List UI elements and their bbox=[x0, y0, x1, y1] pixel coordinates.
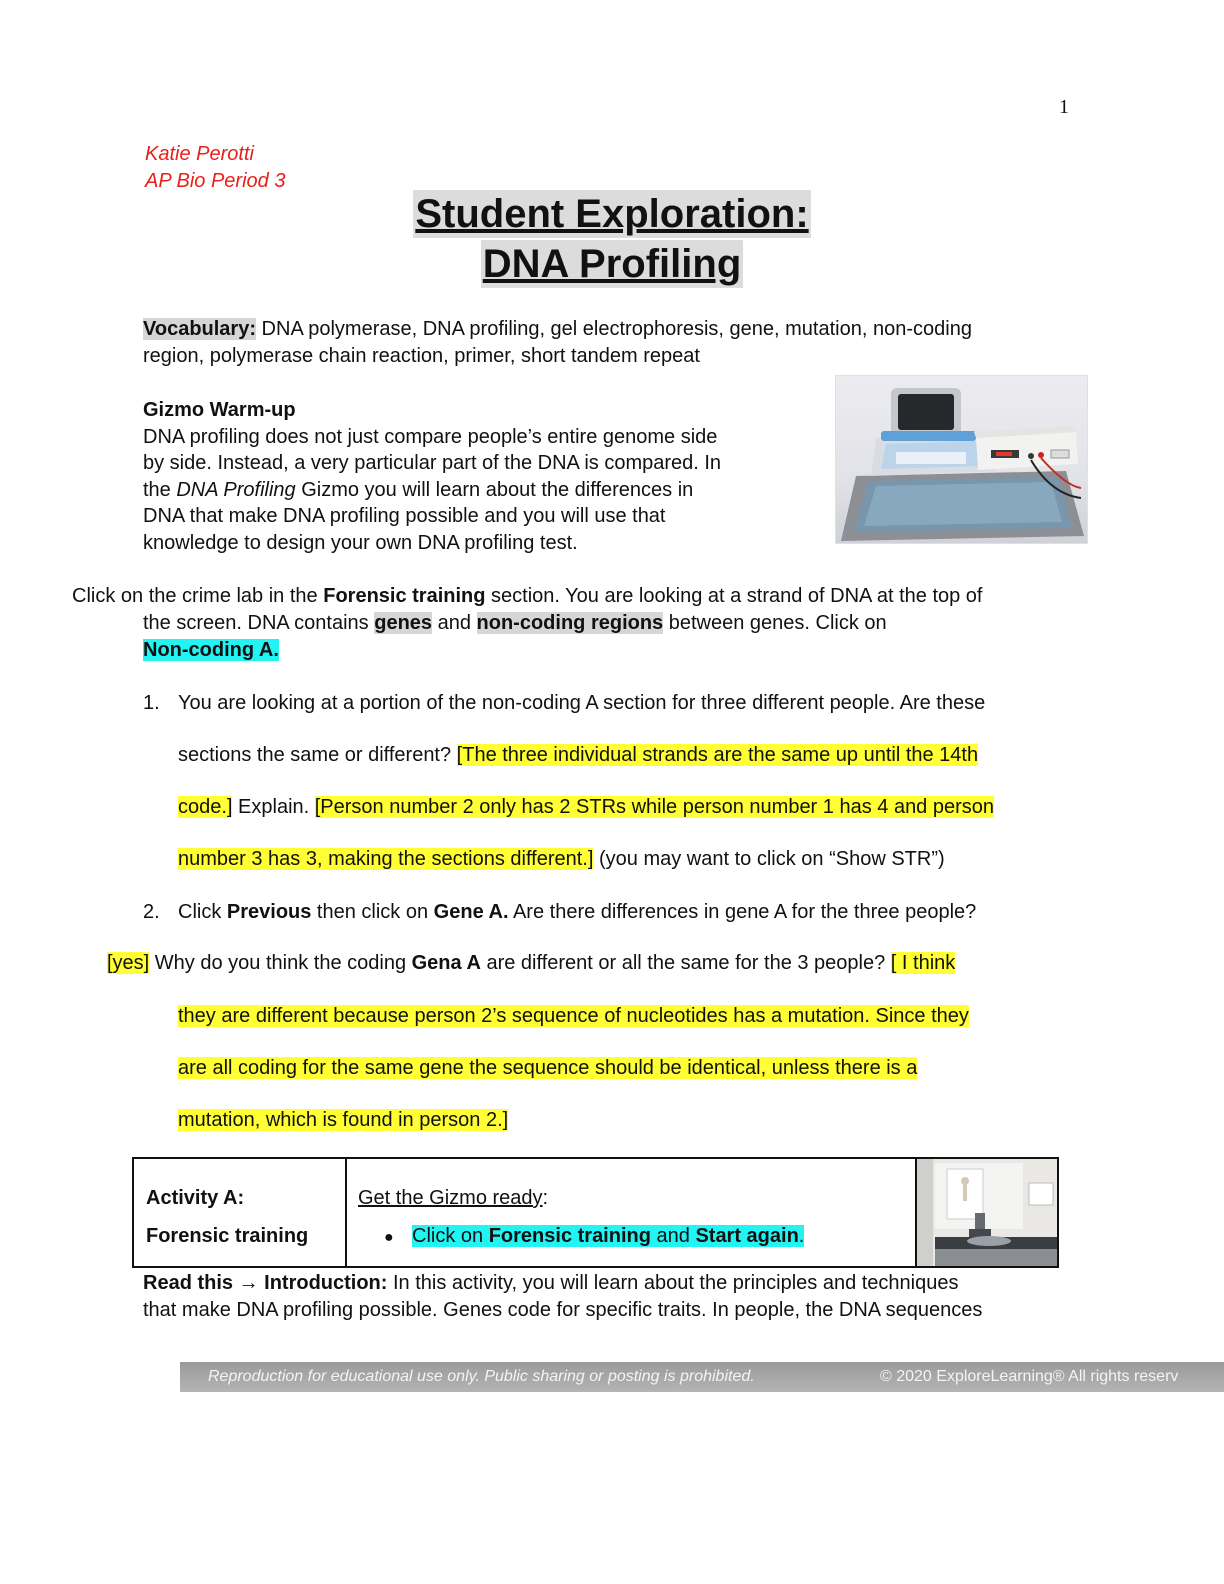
activity-label-cell bbox=[133, 1158, 346, 1267]
question-1-line-1: You are looking at a portion of the non-coding A section for three different people. Are these bbox=[178, 692, 986, 714]
activity-instructions-cell bbox=[346, 1158, 916, 1267]
question-1-answer-part-1: [The three individual strands are the same up until the 14th bbox=[456, 744, 979, 766]
warmup-section bbox=[143, 397, 803, 557]
question-2-line-1-post: Are there differences in gene A for the three people? bbox=[508, 901, 977, 923]
read-this-section bbox=[143, 1270, 1073, 1324]
question-2-line-1-mid: then click on bbox=[311, 901, 434, 923]
forensic-training-link: Forensic training bbox=[488, 1225, 651, 1247]
intro-line-2-mid: and bbox=[432, 612, 477, 634]
question-1-line-2-pre: sections the same or different? bbox=[178, 744, 457, 766]
read-this-line-2: that make DNA profiling possible. Genes code for specific traits. In people, the DNA sequences bbox=[143, 1299, 983, 1321]
question-2-answer-start: [ I think bbox=[890, 952, 956, 974]
intro-line-1-post: section. You are looking at a strand of DNA at the top of bbox=[485, 585, 983, 607]
question-2-answer-yes: [yes] bbox=[107, 952, 150, 974]
instruction-pre: Click on bbox=[412, 1225, 489, 1247]
footer-notice: Reproduction for educational use only. Public sharing or posting is prohibited. bbox=[208, 1368, 755, 1385]
question-1-answer-part-2: code.] bbox=[178, 796, 233, 818]
footer-copyright: © 2020 ExploreLearning® All rights reserv bbox=[880, 1368, 1179, 1385]
question-1-explain-answer-1: [Person number 2 only has 2 STRs while person number 1 has 4 and person bbox=[314, 796, 995, 818]
question-2-line-1-pre: Click bbox=[178, 901, 227, 923]
activity-label: Activity A: bbox=[146, 1187, 245, 1209]
warmup-line-5: knowledge to design your own DNA profiling test. bbox=[143, 531, 578, 554]
question-2-line-2-post: are different or all the same for the 3 people? bbox=[480, 952, 891, 974]
title-line-2: DNA Profiling bbox=[482, 242, 742, 286]
non-coding-a-instruction: Non-coding A. bbox=[143, 639, 279, 661]
instruction-mid: and bbox=[650, 1225, 696, 1247]
gene-a-bold: Gene A. bbox=[433, 901, 509, 923]
gel-apparatus-illustration bbox=[836, 376, 1087, 543]
previous-bold: Previous bbox=[226, 901, 312, 923]
read-this-line-1: In this activity, you will learn about the principles and techniques bbox=[387, 1272, 959, 1294]
warmup-line-2: by side. Instead, a very particular part of the DNA is compared. In bbox=[143, 452, 722, 475]
bullet-icon: ● bbox=[384, 1229, 394, 1246]
gena-a-bold: Gena A bbox=[411, 952, 481, 974]
title-line-1: Student Exploration: bbox=[415, 192, 809, 236]
warmup-line-4: DNA that make DNA profiling possible and you will use that bbox=[143, 505, 666, 528]
question-1-hint: (you may want to click on “Show STR”) bbox=[593, 848, 945, 870]
vocabulary-line-2: region, polymerase chain reaction, primer, short tandem repeat bbox=[143, 345, 700, 367]
genes-term: genes bbox=[374, 612, 433, 634]
ready-colon: : bbox=[542, 1187, 549, 1209]
vocabulary-label: Vocabulary: bbox=[143, 318, 256, 340]
question-2-answer-line-3: are all coding for the same gene the sequence should be identical, unless there is a bbox=[178, 1057, 918, 1079]
question-2-line-2-pre: Why do you think the coding bbox=[149, 952, 412, 974]
non-coding-regions-term: non-coding regions bbox=[476, 612, 664, 634]
intro-paragraph bbox=[72, 583, 982, 664]
question-1-explain-answer-2: number 3 has 3, making the sections different.] bbox=[178, 848, 594, 870]
warmup-line-1: DNA profiling does not just compare people’s entire genome side bbox=[143, 425, 718, 448]
question-1-number: 1. bbox=[143, 692, 160, 714]
page-number: 1 bbox=[1059, 96, 1069, 118]
warmup-gizmo-name: DNA Profiling bbox=[176, 478, 296, 501]
start-again-link: Start again bbox=[695, 1225, 799, 1247]
gizmo-equipment-image bbox=[835, 375, 1088, 544]
copyright-footer bbox=[180, 1362, 1224, 1392]
intro-line-2-post: between genes. Click on bbox=[663, 612, 887, 634]
activity-table bbox=[132, 1157, 1059, 1268]
intro-line-2-pre: the screen. DNA contains bbox=[143, 612, 375, 634]
vocabulary-line-1: DNA polymerase, DNA profiling, gel electrophoresis, gene, mutation, non-coding bbox=[256, 318, 972, 340]
forensic-training-bold: Forensic training bbox=[323, 585, 486, 607]
get-gizmo-ready: Get the Gizmo ready bbox=[358, 1187, 543, 1209]
instruction-end: . bbox=[798, 1225, 805, 1247]
question-2-answer-line-4: mutation, which is found in person 2.] bbox=[178, 1109, 509, 1131]
activity-image-cell bbox=[916, 1158, 1058, 1267]
warmup-line-3-post: Gizmo you will learn about the differences in bbox=[295, 478, 694, 501]
warmup-heading: Gizmo Warm-up bbox=[143, 399, 296, 421]
activity-name: Forensic training bbox=[146, 1225, 309, 1247]
question-2-answer-line-2: they are different because person 2’s sequence of nucleotides has a mutation. Since they bbox=[178, 1005, 969, 1027]
vocabulary bbox=[143, 316, 1073, 370]
lab-room-image bbox=[917, 1159, 1057, 1266]
author-name: Katie Perotti bbox=[145, 143, 254, 165]
read-this-label: Read this → Introduction: bbox=[143, 1272, 388, 1294]
page-title bbox=[0, 190, 1224, 290]
warmup-line-3-pre: the bbox=[143, 478, 177, 501]
question-2-number: 2. bbox=[143, 901, 160, 923]
author-class: AP Bio Period 3 bbox=[145, 170, 286, 192]
intro-line-1-pre: Click on the crime lab in the bbox=[72, 585, 324, 607]
question-1-explain: Explain. bbox=[232, 796, 315, 818]
